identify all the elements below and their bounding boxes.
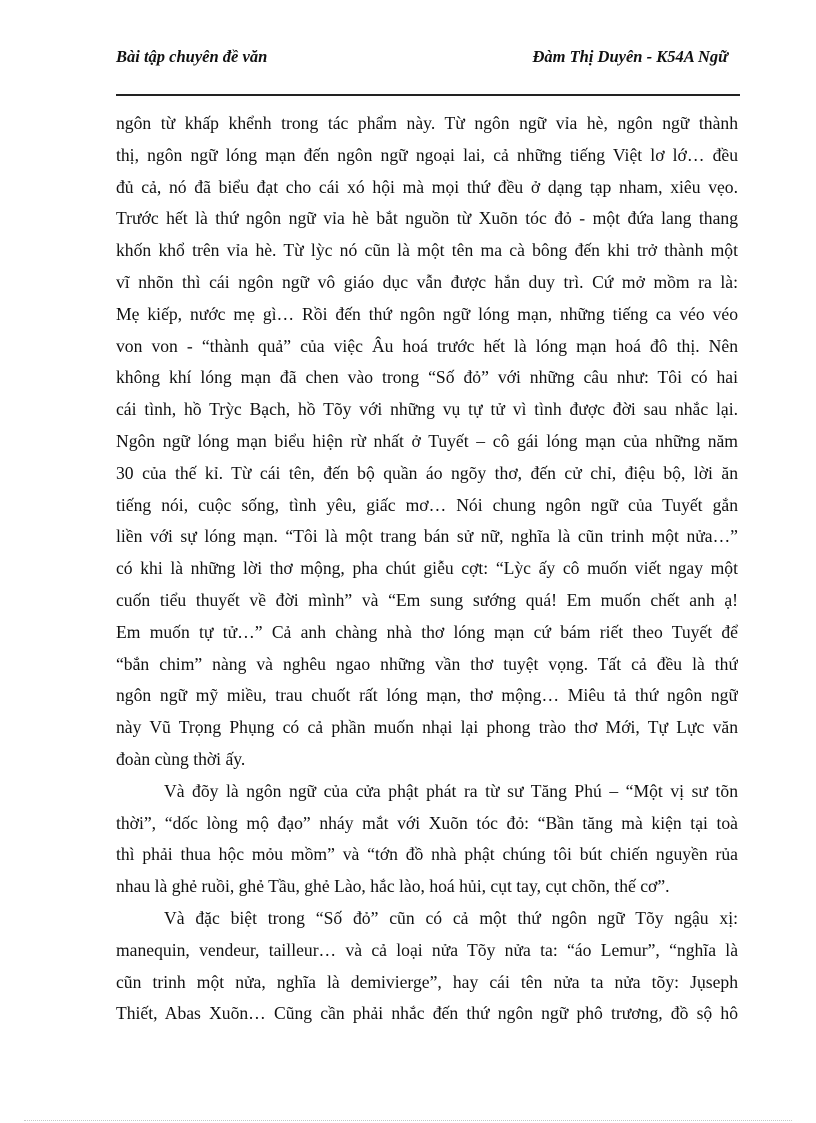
- paragraph: [116, 108, 738, 776]
- text-line: Thiết, Abas Xuõn… Cũng cần phải nhắc đến thứ ngôn ngữ phô trương, đồ sộ hô: [116, 1003, 738, 1024]
- text-line: manequin, vendeur, tailleur… và cả loại nửa Tõy nửa ta: “áo Lemur”, “nghĩa là: [116, 939, 738, 960]
- text-line: ngôn ngữ mỹ miều, trau chuốt rất lóng mạn, thơ mộng… Miêu tả thứ ngôn ngữ: [116, 685, 738, 706]
- document-body: [116, 108, 738, 1030]
- text-line: vĩ nhõn thì cái ngôn ngữ vô giáo dục vẫn được hắn duy trì. Cứ mở mồm ra là:: [116, 271, 738, 292]
- text-line: cái tình, hồ Trỳc Bạch, hồ Tõy với những vụ tự tử vì tình được đời sau nhắc lại.: [116, 399, 738, 420]
- text-line: Ngôn ngữ lóng mạn biểu hiện rừ nhất ở Tuyết – cô gái lóng mạn của những năm: [116, 430, 738, 451]
- text-line: “bắn chim” nàng và nghêu ngao những vần thơ tuyệt vọng. Tất cả đều là thứ: [116, 653, 738, 674]
- text-line: Mẹ kiếp, nước mẹ gì… Rồi đến thứ ngôn ngữ lóng mạn, những tiếng ca véo véo: [116, 303, 738, 324]
- text-line: đoàn cùng thời ấy.: [116, 748, 246, 769]
- paragraph: [116, 776, 738, 903]
- text-line: thời”, “dốc lòng mộ đạo” nháy mắt với Xuõn tóc đỏ: “Bần tăng mà kiện tại toà: [116, 812, 738, 833]
- text-line: nhau là ghẻ ruồi, ghẻ Tầu, ghẻ Lào, hắc lào, hoá hủi, cụt tay, cụt chõn, thế cơ”.: [116, 876, 670, 897]
- page-bottom-divider: [24, 1120, 792, 1121]
- text-line: cũn trinh một nửa, nghĩa là demivierge”, hay cái tên nửa ta nửa tõy: Jụseph: [116, 971, 738, 992]
- text-line: Và đặc biệt trong “Số đỏ” cũn có cả một thứ ngôn ngữ Tõy ngậu xị:: [164, 907, 738, 928]
- text-line: von von - “thành quả” của việc Âu hoá trước hết là lóng mạn hoá đô thị. Nên: [116, 335, 738, 356]
- text-line: Em muốn tự tử…” Cả anh chàng nhà thơ lóng mạn cứ bám riết theo Tuyết để: [116, 621, 738, 642]
- page-header: [116, 46, 740, 96]
- text-line: không khí lóng mạn đã chen vào trong “Số đỏ” với những câu như: Tôi có hai: [116, 367, 738, 388]
- header-author: Đàm Thị Duyên - K54A Ngữ: [532, 47, 728, 66]
- text-line: Và đõy là ngôn ngữ của cửa phật phát ra từ sư Tăng Phú – “Một vị sư tõn: [164, 780, 738, 801]
- text-line: này Vũ Trọng Phụng có cả phần muốn nhại lại phong trào thơ Mới, Tự Lực văn: [116, 717, 738, 738]
- text-line: Trước hết là thứ ngôn ngữ vỉa hè bắt nguồn từ Xuõn tóc đỏ - một đứa lang thang: [116, 208, 738, 229]
- header-course-title: Bài tập chuyên đề văn: [116, 47, 268, 66]
- text-line: khốn khổ trên vỉa hè. Từ lỳc nó cũn là một tên ma cà bông đến khi trở thành một: [116, 240, 738, 261]
- text-line: thì phải thua hộc mỏu mồm” và “tớn đồ nhà phật chúng tôi bút chiến nguyền rủa: [116, 844, 738, 865]
- text-line: liền với sự lóng mạn. “Tôi là một trang bán sử nữ, nghĩa là cũn trinh một nửa…”: [116, 526, 738, 547]
- text-line: tiếng nói, cuộc sống, tình yêu, giấc mơ… Nói chung ngôn ngữ của Tuyết gắn: [116, 494, 738, 515]
- text-line: thị, ngôn ngữ lóng mạn đến ngôn ngữ ngoại lai, cả những tiếng Việt lơ lớ… đều: [116, 144, 738, 165]
- text-line: ngôn từ khấp khểnh trong tác phẩm này. Từ ngôn ngữ vỉa hè, ngôn ngữ thành: [116, 113, 738, 133]
- text-line: có khi là những lời thơ mộng, pha chút giễu cợt: “Lỳc ấy cô muốn viết ngay một: [116, 558, 738, 579]
- paragraph: [116, 903, 738, 1030]
- text-line: đủ cả, nó đã biểu đạt cho cái xó hội mà mọi thứ đều ở dạng tạp nham, xiêu vẹo.: [116, 176, 738, 197]
- text-line: 30 của thế kỉ. Từ cái tên, đến bộ quần áo ngõy thơ, đến cử chỉ, điệu bộ, lời ăn: [116, 462, 738, 483]
- text-line: cuốn tiểu thuyết về đời mình” và “Em sung sướng quá! Em muốn chết anh ạ!: [116, 589, 738, 610]
